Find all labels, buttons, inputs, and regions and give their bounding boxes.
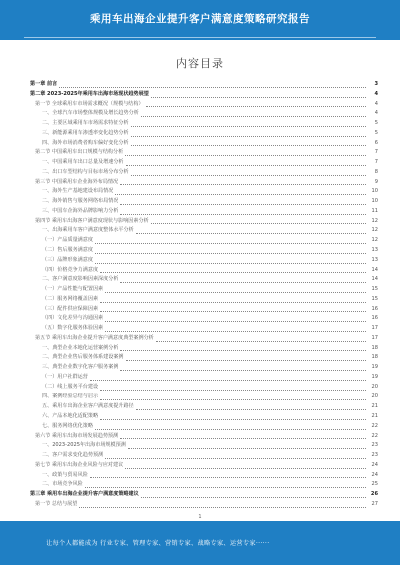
- toc-entry[interactable]: [30, 461, 378, 471]
- toc-entry-page: 10: [371, 198, 378, 205]
- toc-entry-text: 六、产品本地化适配策略: [42, 413, 99, 420]
- toc-entry-text: 二、客户满意度影响因素深度分析: [42, 276, 119, 283]
- toc-entry-text: 第二章 2023-2025年乘用车出海市场现状趋势展望: [30, 90, 149, 97]
- toc-entry-text: 第三节 中国乘用车企业海外布局情况: [35, 178, 119, 185]
- toc-leader-dots: [136, 233, 366, 234]
- toc-entry[interactable]: [30, 207, 378, 217]
- toc-entry-text: 一、海外生产基地建设布局情况: [42, 188, 114, 195]
- toc-heading: 内容目录: [176, 57, 224, 70]
- toc-entry[interactable]: [30, 90, 378, 100]
- toc-leader-dots: [151, 223, 366, 224]
- toc-entry[interactable]: [30, 80, 378, 90]
- toc-entry-page: 15: [371, 295, 378, 302]
- toc-entry[interactable]: [30, 158, 378, 168]
- toc-entry[interactable]: [30, 324, 378, 334]
- toc-entry[interactable]: [30, 178, 378, 188]
- toc-entry-page: 15: [371, 286, 378, 293]
- toc-leader-dots: [95, 429, 366, 430]
- toc-entry[interactable]: [30, 305, 378, 315]
- toc-entry[interactable]: [30, 129, 378, 139]
- toc-entry[interactable]: [30, 402, 378, 412]
- toc-leader-dots: [100, 311, 366, 312]
- toc-entry-page: 7: [374, 159, 378, 166]
- toc-entry-page: 20: [371, 383, 378, 390]
- toc-entry[interactable]: [30, 246, 378, 256]
- toc-entry-page: 8: [374, 168, 378, 175]
- toc-entry-text: 第七节 乘用车出海企业风险与应对建议: [35, 461, 124, 468]
- toc-entry-page: 10: [371, 188, 378, 195]
- toc-entry-text: 一、中国乘用车出口总量及增速分析: [42, 159, 124, 166]
- toc-entry-text: （四）文化差异与沟通因素: [42, 315, 104, 322]
- toc-leader-dots: [105, 331, 366, 332]
- toc-entry-page: 20: [371, 393, 378, 400]
- toc-entry-text: 三、典型企业数字化客户服务案例: [42, 364, 119, 371]
- toc-entry[interactable]: [30, 393, 378, 403]
- toc-entry[interactable]: [30, 383, 378, 393]
- toc-entry-text: （三）配件供应保障因素: [42, 305, 99, 312]
- toc-entry[interactable]: [30, 109, 378, 119]
- toc-entry-page: 12: [371, 227, 378, 234]
- toc-entry-page: 18: [371, 354, 378, 361]
- toc-entry-page: 14: [371, 276, 378, 283]
- toc-entry[interactable]: [30, 168, 378, 178]
- toc-entry-page: 18: [371, 344, 378, 351]
- toc-entry-text: 四、案例经验总结与启示: [42, 393, 99, 400]
- toc-entry-page: 24: [371, 461, 378, 468]
- toc-entry-text: 二、客户需求变化趋势预测: [42, 452, 104, 459]
- page-header: [0, 0, 400, 40]
- toc-entry-text: （三）品牌形象满意度: [42, 256, 93, 263]
- toc-entry-text: 第四节 乘用车出海客户满意度现状与影响因素分析: [35, 217, 149, 224]
- toc-entry-page: 7: [374, 149, 378, 156]
- toc-entry[interactable]: [30, 119, 378, 129]
- toc-entry-text: 第二节 中国乘用车出口规模与结构分析: [35, 149, 124, 156]
- toc-leader-dots: [115, 194, 366, 195]
- toc-entry[interactable]: [30, 266, 378, 276]
- toc-leader-dots: [125, 468, 366, 469]
- toc-entry[interactable]: [30, 490, 378, 500]
- toc-entry[interactable]: [30, 422, 378, 432]
- toc-entry[interactable]: [30, 412, 378, 422]
- header-divider: [24, 37, 376, 38]
- toc-entry-page: 24: [371, 471, 378, 478]
- toc-leader-dots: [126, 360, 366, 361]
- toc-leader-dots: [141, 497, 366, 498]
- toc-leader-dots: [90, 477, 366, 478]
- toc-entry-text: （二）线上服务平台建设: [42, 383, 99, 390]
- toc-entry-page: 16: [371, 315, 378, 322]
- toc-entry-text: （五）数字化服务体验因素: [42, 325, 104, 332]
- toc-leader-dots: [79, 507, 366, 508]
- toc-leader-dots: [125, 155, 366, 156]
- toc-entry[interactable]: [30, 197, 378, 207]
- toc-entry-page: 4: [374, 110, 378, 117]
- toc-entry-text: （一）产品质量满意度: [42, 237, 93, 244]
- toc-leader-dots: [105, 321, 366, 322]
- toc-leader-dots: [100, 399, 366, 400]
- toc-entry-text: 三、中国车企海外品牌影响力分析: [42, 207, 119, 214]
- page-number: 1: [198, 514, 202, 520]
- toc-entry-page: 25: [371, 481, 378, 488]
- toc-entry-text: 一、典型企业本地化运营案例分析: [42, 344, 119, 351]
- toc-entry-text: 四、海外市场消费者购车偏好变化分析: [42, 139, 129, 146]
- toc-leader-dots: [100, 390, 366, 391]
- toc-entry-text: 二、海外销售与服务网络布局情况: [42, 198, 119, 205]
- toc-entry-page: 16: [371, 305, 378, 312]
- toc-entry-page: 23: [371, 442, 378, 449]
- toc-entry-page: 23: [371, 452, 378, 459]
- toc-leader-dots: [85, 487, 366, 488]
- toc-entry[interactable]: [30, 236, 378, 246]
- toc-entry-text: 二、典型企业售后服务体系建设案例: [42, 354, 124, 361]
- toc-entry-text: 第一章 前言: [30, 80, 58, 87]
- toc-entry[interactable]: [30, 285, 378, 295]
- report-title: 乘用车出海企业提升客户满意度策略研究报告: [90, 13, 310, 25]
- toc-entry-page: 13: [371, 256, 378, 263]
- toc-entry-page: 14: [371, 266, 378, 273]
- toc-entry-text: （二）服务网络覆盖因素: [42, 295, 99, 302]
- toc-leader-dots: [59, 87, 366, 88]
- toc-entry-text: 二、出口车型结构与目标市场分布分析: [42, 168, 129, 175]
- toc-entry-text: （四）价格竞争力满意度: [42, 266, 99, 273]
- toc-entry[interactable]: [30, 441, 378, 451]
- toc-entry-text: 一、出海乘用车客户满意度整体水平分析: [42, 227, 134, 234]
- toc-entry[interactable]: [30, 480, 378, 490]
- toc-entry-text: （一）用户社群运营: [42, 373, 88, 380]
- toc-entry-page: 12: [371, 217, 378, 224]
- toc-entry-page: 9: [374, 178, 378, 185]
- toc-entry-page: 22: [371, 422, 378, 429]
- toc-entry-page: 11: [371, 207, 378, 214]
- toc-entry-page: 27: [371, 500, 378, 507]
- toc-entry[interactable]: [30, 344, 378, 354]
- toc-entry-text: 二、主要区域乘用车市场需求特征分析: [42, 120, 129, 127]
- toc-entry[interactable]: [30, 353, 378, 363]
- toc-leader-dots: [120, 370, 366, 371]
- toc-entry-text: 二、市场竞争风险: [42, 481, 83, 488]
- toc-leader-dots: [120, 204, 366, 205]
- toc-leader-dots: [95, 243, 366, 244]
- toc-leader-dots: [141, 116, 366, 117]
- toc-entry-page: 17: [371, 325, 378, 332]
- toc-entry[interactable]: [30, 256, 378, 266]
- toc-entry-text: 第一节 全球乘用车市场需求概况（规模与结构）: [35, 100, 144, 107]
- toc-entry[interactable]: [30, 100, 378, 110]
- toc-entry-page: 3: [374, 80, 378, 87]
- toc-entry-page: 19: [371, 373, 378, 380]
- toc-leader-dots: [105, 458, 366, 459]
- toc-leader-dots: [131, 136, 366, 137]
- toc-leader-dots: [120, 438, 366, 439]
- toc-entry-page: 4: [374, 90, 378, 97]
- toc-leader-dots: [120, 184, 366, 185]
- toc-leader-dots: [95, 253, 366, 254]
- toc-leader-dots: [100, 272, 366, 273]
- toc-leader-dots: [95, 263, 366, 264]
- toc-entry-page: 26: [370, 491, 378, 498]
- toc-entry-page: 5: [374, 129, 378, 136]
- toc-entry-page: 19: [371, 364, 378, 371]
- toc-entry-text: 三、新能源乘用车渗透率变化趋势分析: [42, 129, 129, 136]
- toc-entry-text: 第五节 乘用车出海企业提升客户满意度典型案例分析: [35, 334, 154, 341]
- toc-entry[interactable]: [30, 275, 378, 285]
- toc-entry-page: 22: [371, 432, 378, 439]
- toc-leader-dots: [156, 341, 366, 342]
- page-footer: [0, 521, 400, 565]
- toc-entry-text: 七、服务网络优化策略: [42, 422, 93, 429]
- toc-leader-dots: [131, 175, 366, 176]
- toc-entry[interactable]: [30, 471, 378, 481]
- toc-leader-dots: [105, 292, 366, 293]
- toc-entry-page: 21: [371, 403, 378, 410]
- toc-entry-text: 一、全球汽车市场整体规模及增长趋势分析: [42, 110, 139, 117]
- toc-leader-dots: [126, 165, 366, 166]
- toc-entry[interactable]: [30, 334, 378, 344]
- toc-entry-text: 第三章 乘用车出海企业提升客户满意度策略建议: [30, 491, 139, 498]
- toc-entry[interactable]: [30, 139, 378, 149]
- toc-entry-page: 17: [371, 334, 378, 341]
- toc-leader-dots: [136, 409, 366, 410]
- toc-entry-text: 第一节 总结与展望: [35, 500, 78, 507]
- toc-leader-dots: [151, 97, 366, 98]
- toc-entry-page: 5: [374, 120, 378, 127]
- toc-entry-page: 12: [371, 237, 378, 244]
- toc-entry-text: （一）产品性能与配置因素: [42, 286, 104, 293]
- toc-leader-dots: [131, 126, 366, 127]
- toc-entry-text: 一、2023-2025年出海市场规模预测: [42, 442, 126, 449]
- toc-entry[interactable]: [30, 187, 378, 197]
- toc-entry[interactable]: [30, 451, 378, 461]
- toc-leader-dots: [90, 380, 366, 381]
- toc-entry[interactable]: [30, 500, 378, 510]
- toc-leader-dots: [128, 448, 366, 449]
- toc-entry[interactable]: [30, 217, 378, 227]
- toc-leader-dots: [120, 282, 366, 283]
- footer-slogan: 让每个人都能成为 行业专家、管理专家、营销专家、战略专家、运营专家······: [46, 540, 270, 547]
- toc-entry-text: （二）售后服务满意度: [42, 247, 93, 253]
- toc-entry-page: 13: [371, 247, 378, 253]
- toc-entry[interactable]: [30, 148, 378, 158]
- toc-entry[interactable]: [30, 314, 378, 324]
- toc-leader-dots: [100, 302, 366, 303]
- toc-entry-page: 6: [374, 139, 378, 146]
- toc-entry[interactable]: [30, 432, 378, 442]
- toc-entry-text: 一、政策与贸易风险: [42, 471, 88, 478]
- toc-entry-text: 五、乘用车出海企业客户满意度提升路径: [42, 403, 134, 410]
- toc-entry[interactable]: [30, 363, 378, 373]
- toc-leader-dots: [131, 145, 366, 146]
- toc-leader-dots: [120, 350, 366, 351]
- toc-entry[interactable]: [30, 295, 378, 305]
- toc-leader-dots: [120, 214, 366, 215]
- toc-entry-page: 21: [371, 413, 378, 420]
- toc-entry[interactable]: [30, 226, 378, 236]
- toc-entry[interactable]: [30, 373, 378, 383]
- toc-leader-dots: [146, 106, 366, 107]
- table-of-contents: [30, 80, 378, 510]
- toc-entry-page: 4: [374, 100, 378, 107]
- toc-entry-text: 第六节 乘用车出海市场发展趋势预测: [35, 432, 119, 439]
- toc-leader-dots: [100, 419, 366, 420]
